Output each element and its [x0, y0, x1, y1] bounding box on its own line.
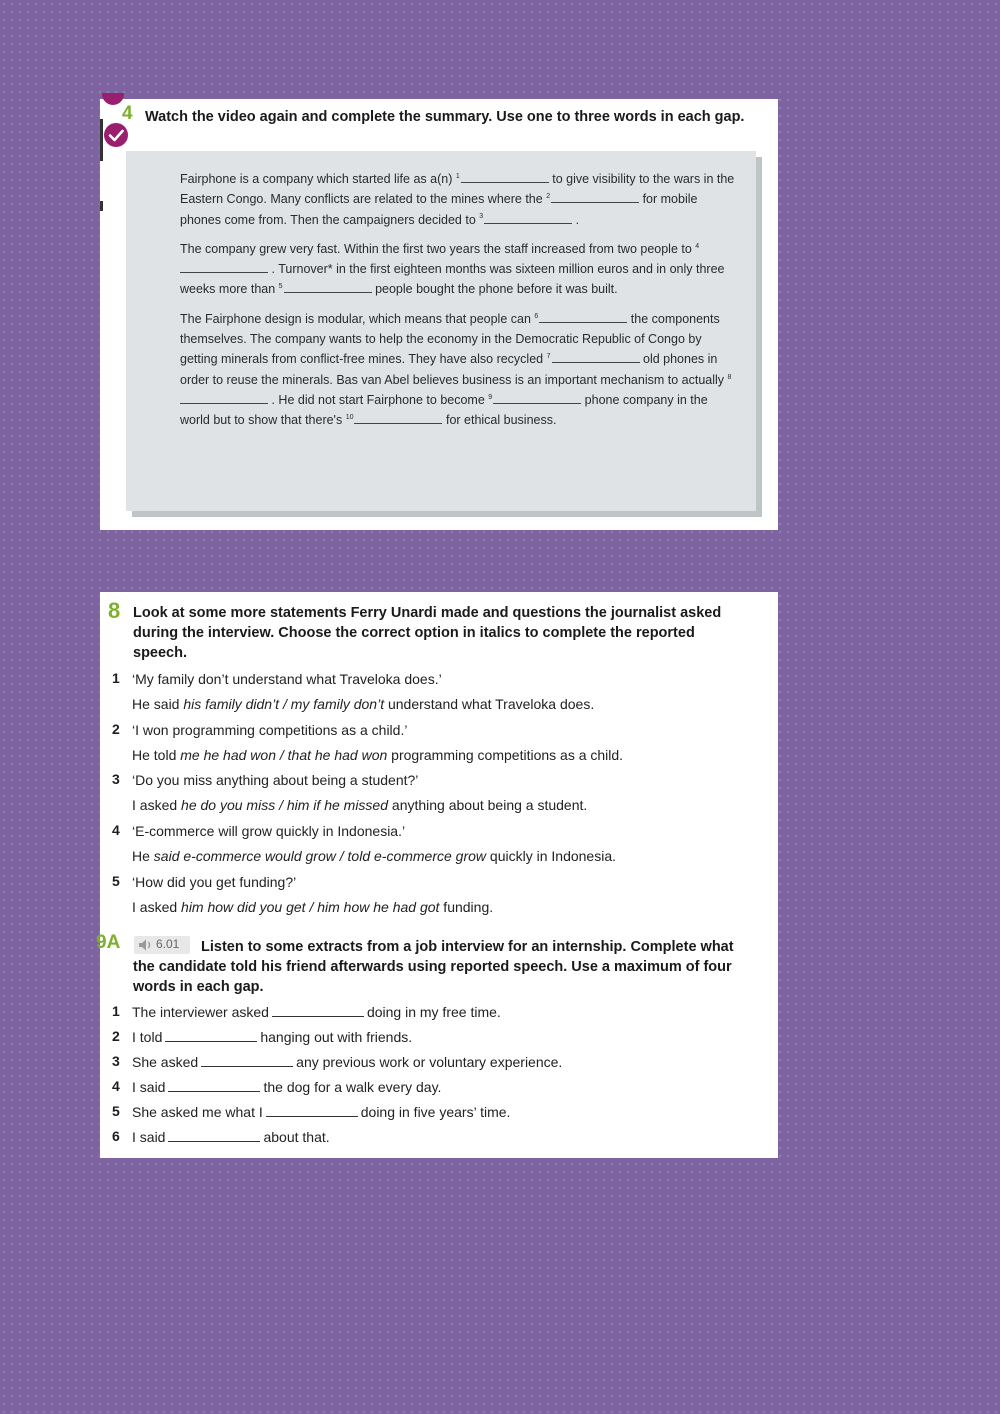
ex8-item-1-options[interactable]: his family didn’t / my family don’t — [183, 696, 385, 712]
exercise-instruction: Watch the video again and complete the summary. Use one to three words in each gap. — [145, 109, 745, 125]
badge-top — [102, 93, 124, 105]
ex9-item-4-number: 4 — [112, 1078, 120, 1094]
ex8-item-3-quote: ‘Do you miss anything about being a student?’ — [132, 772, 419, 788]
exercise-8-instruction: Look at some more statements Ferry Unardi made and questions the journalist asked during the interview. Choose the correct option in italics to complete the reported speech. — [133, 605, 722, 661]
ex8-item-5-number: 5 — [112, 873, 120, 889]
ex9-item-5-number: 5 — [112, 1103, 120, 1119]
gap-8[interactable] — [180, 391, 268, 404]
ex8-item-5-options[interactable]: him how did you get / him how he had got — [181, 899, 440, 915]
ex9-item-4: I said the dog for a walk every day. — [132, 1079, 442, 1095]
ex8-item-2-quote: ‘I won programming competitions as a child.’ — [132, 722, 408, 738]
exercise-9a-number: 9A — [96, 932, 121, 953]
ex9-item-1-number: 1 — [112, 1003, 120, 1019]
ex8-item-5-quote: ‘How did you get funding?’ — [132, 874, 297, 890]
summary-paragraph-1: Fairphone is a company which started life as a(n) $^1$ to give visibility to the wars in the Eastern Congo. Many conflicts are related to the mines where the $^2$ for mobile phones come from. Then the campaigners decided to $^3$ . — [180, 172, 735, 227]
exercise-8-number: 8 — [108, 598, 121, 623]
gap-1[interactable] — [461, 170, 549, 183]
exercise-4-card — [100, 99, 778, 530]
summary-paragraph-3: The Fairphone design is modular, which means that people can $^6$ the components themselves. The company wants to help the economy in the Democratic Republic of Congo by getting minerals from conflict-free mines. They have also recycled $^7$ old phones in order to reuse the minerals. Bas van Abel believes business is an important mechanism to actually $^8$ . He did not start Fairphone to become $^9$ phone company in the world but to show that there's $^{10}$ for ethical business. — [180, 311, 732, 428]
summary-text — [180, 169, 740, 440]
ex9-item-2-blank[interactable] — [165, 1029, 257, 1042]
gap-5[interactable] — [284, 280, 372, 293]
ex9-item-6: I said about that. — [132, 1129, 330, 1145]
gap-6[interactable] — [539, 310, 627, 323]
ex9-item-1: The interviewer asked doing in my free time. — [132, 1004, 501, 1020]
ex8-item-5-answer: I asked him how did you get / him how he had got funding. — [132, 899, 494, 915]
ex9-item-6-blank[interactable] — [168, 1129, 260, 1142]
ex9-item-4-blank[interactable] — [168, 1079, 260, 1092]
audio-track-number: 6.01 — [156, 937, 180, 951]
ex9-item-3: She asked any previous work or voluntary experience. — [132, 1054, 563, 1070]
ex8-item-2-options[interactable]: me he had won / that he had won — [180, 747, 388, 763]
ex9-item-3-number: 3 — [112, 1053, 120, 1069]
check-badge — [104, 123, 128, 147]
ex8-item-2-number: 2 — [112, 721, 120, 737]
gap-9[interactable] — [493, 391, 581, 404]
ex9-item-2-number: 2 — [112, 1028, 120, 1044]
ex8-item-3-number: 3 — [112, 771, 120, 787]
ex8-item-1-answer: He said his family didn’t / my family don’t understand what Traveloka does. — [132, 696, 595, 712]
edge-mark-small — [100, 201, 103, 211]
ex8-item-4-quote: ‘E-commerce will grow quickly in Indonesia.’ — [132, 823, 406, 839]
gap-2[interactable] — [551, 190, 639, 203]
ex8-item-4-answer: He said e-commerce would grow / told e-commerce grow quickly in Indonesia. — [132, 848, 616, 864]
check-icon — [104, 123, 128, 147]
gap-4[interactable] — [180, 260, 268, 273]
edge-mark — [100, 119, 103, 161]
gap-10[interactable] — [354, 411, 442, 424]
ex8-item-3-options[interactable]: he do you miss / him if he missed — [181, 797, 389, 813]
ex8-item-1-quote: ‘My family don’t understand what Traveloka does.’ — [132, 671, 442, 687]
ex8-item-2-answer: He told me he had won / that he had won programming competitions as a child. — [132, 747, 624, 763]
ex8-item-4-number: 4 — [112, 822, 120, 838]
gap-7[interactable] — [552, 350, 640, 363]
summary-paragraph-2: The company grew very fast. Within the first two years the staff increased from two people to $^4$ . Turnover* in the first eighteen months was sixteen million euros and in only three weeks more than $^5$ people bought the phone before it was built. — [180, 241, 725, 297]
ex9-item-5: She asked me what I doing in five years’ time. — [132, 1104, 511, 1120]
ex9-item-6-number: 6 — [112, 1128, 120, 1144]
ex8-item-4-options[interactable]: said e-commerce would grow / told e-commerce grow — [153, 848, 487, 864]
ex8-item-1-number: 1 — [112, 670, 120, 686]
ex9-item-2: I told hanging out with friends. — [132, 1029, 413, 1045]
exercise-8-9-card — [96, 592, 778, 1158]
ex9-item-3-blank[interactable] — [201, 1054, 293, 1067]
ex9-item-5-blank[interactable] — [266, 1104, 358, 1117]
exercise-number: 4 — [122, 103, 133, 124]
gap-3[interactable] — [484, 211, 572, 224]
ex9-item-1-blank[interactable] — [272, 1004, 364, 1017]
ex8-item-3-answer: I asked he do you miss / him if he missed anything about being a student. — [132, 797, 588, 813]
exercise-9a-instruction: Listen to some extracts from a job interview for an internship. Complete what the candidate told his friend afterwards using reported speech. Use a maximum of four words in each gap. — [133, 939, 734, 995]
